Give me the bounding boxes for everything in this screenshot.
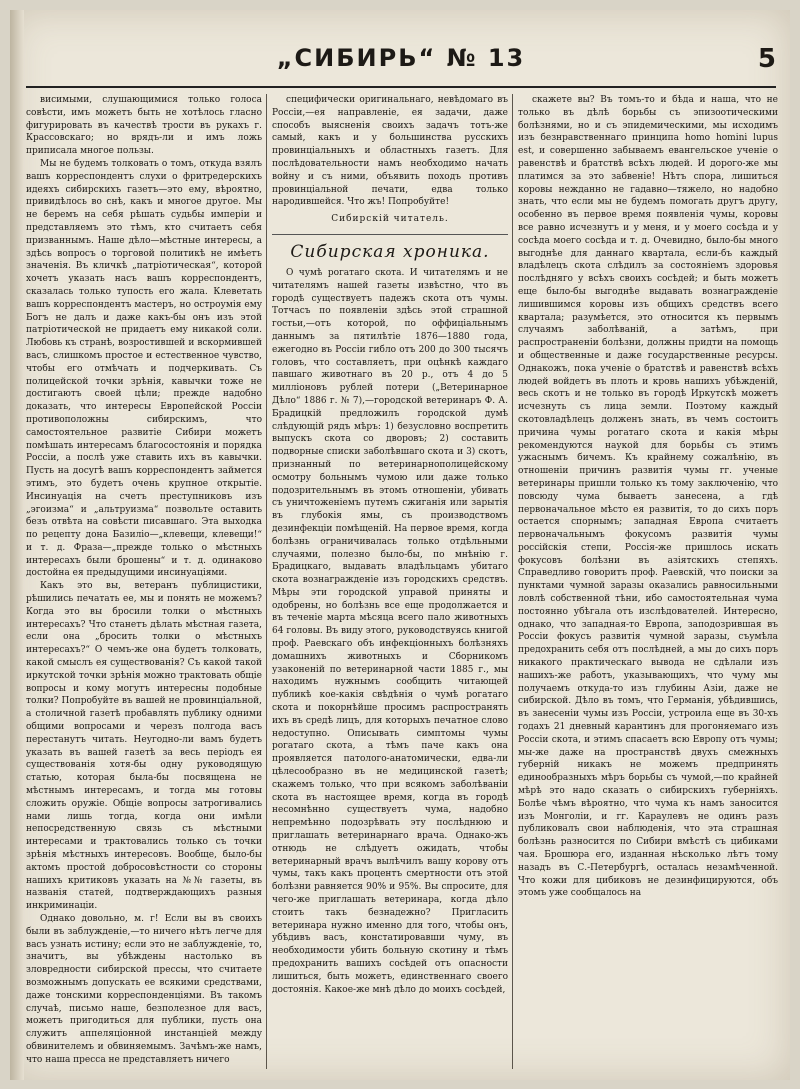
masthead-title: „СИБИРЬ“ № 13	[276, 44, 526, 72]
article-signature: Сибирскій читатель.	[331, 214, 449, 225]
paragraph: Мы не будемъ толковать о томъ, откуда взялъ вашъ корреспондентъ слухи о фритредерскихъ идеяхъ сибирскихъ газетъ—это ему, вѣроятно, привидѣлось во снѣ, какъ и многое другое. Мы не беремъ на себя рѣшать судьбы имперіи и представляемъ это тѣмъ, кто считаетъ себя призваннымъ. Наше дѣло—мѣстные интересы, а здѣсь вопросъ о торговой политикѣ не имѣетъ значенія. Въ кличкѣ „патріотическая“, которой хочетъ указать насъ вашъ корреспондентъ, сказалась только тупость его жала. Клеветать вашъ корреспондентъ мастеръ, но остроумія ему Богъ не далъ и даже какъ-бы онъ изъ этой патріотической не придаетъ ему никакой соли. Любовь къ странѣ, возростившей и вскормившей васъ, слишкомъ простое и естественное чувство, чтобы его отмѣчать и подчеркивать. Съ полицейской точки зрѣнія, кавычки тоже не достигаютъ своей цѣли; прежде надобно доказать, что интересы Европейской Россіи противоположны сибирскимъ, что самостоятельное развитіе Сибири можетъ помѣшать интересамъ благосостоянія и порядка Россіи, а послѣ уже ставить ихъ въ кавычки. Пусть на досугѣ вашъ корреспондентъ займется этимъ, это будетъ очень крупное открытіе. Инсинуація на счетъ преступниковъ изъ „эгоизма“ и „альтруизма“ позвольте оставить безъ отвѣта на совѣсти писавшаго. Эта выходка по рецепту дона Базиліо—„клевещи, клевещи!“ и т. д. Фраза—„прежде только о мѣстныхъ интересахъ были брошены“ и т. д. одинаково достойна ея предыдущими инсинуаціями.	[26, 158, 262, 579]
column-divider	[512, 94, 513, 1069]
column-2	[272, 94, 508, 1069]
paragraph: специфически оригинальнаго, невѣдомаго въ Россіи,—ея направленіе, ея задачи, даже способъ выясненія своихъ задачъ тотъ-же самый, какъ и у большинства русскихъ провинціальныхъ и областныхъ газетъ. Для послѣдовательности намъ необходимо начать войну и съ ними, объявить походъ противъ провинціальной печати, едва только народившейся. Что жъ! Попробуйте!	[272, 95, 508, 208]
page-number: 5	[757, 44, 776, 74]
page-header	[26, 40, 776, 88]
paragraph: висимыми, слушающимися только голоса совѣсти, имъ можетъ быть не хотѣлось гласно фигурировать въ качествѣ трости въ рукахъ г. Крассовскаго; но врядъ-ли и имъ ложь приписала многое пользы.	[26, 95, 262, 157]
paragraph: Какъ это вы, ветеранъ публицистики, рѣшились печатать ее, мы и понять не можемъ? Когда это вы бросили толки о мѣстныхъ интересахъ? Что станетъ дѣлать мѣстная газета, если она „бросить толки о мѣстныхъ интересахъ?“ О чемъ-же она будетъ толковать, какой смыслъ ея существованія? Съ какой такой иркутской точки зрѣнія можно трактовать общіе вопросы и кому могутъ интересны подобные толки? Попробуйте въ вашей не провинціальной, а столичной газетѣ пробавлять публику одними общими вопросами и черезъ полгода васъ перестанутъ читать. Неугодно-ли вамъ будетъ указать въ вашей газетѣ за весь періодъ ея существованія хотя-бы одну руководящую статью, которая была-бы посвящена не мѣстнымъ интересамъ, и тогда мы готовы сложить оружіе. Общіе вопросы затрогивались нами лишь тогда, когда они имѣли непосредственную связь съ мѣстными интересами и трактовались только съ точки зрѣнія мѣстныхъ интересовъ. Вообще, было-бы актомъ простой добросовѣстности со стороны нашихъ критиковъ указать на №№ газеты, въ названія статей, подтверждающихъ разныя инкриминаціи.	[26, 581, 262, 912]
column-3	[518, 94, 778, 1069]
column-1	[26, 94, 262, 1069]
paragraph: Однако довольно, м. г! Если вы въ своихъ были въ заблужденіе,—то ничего нѣтъ легче для васъ узнать истину; если это не заблужденіе, то, значитъ, вы убѣждены настолько въ зловредности сибирской прессы, что считаете возможнымъ допускать ее всякими средствами, даже тонскими корреспонденціями. Въ такомъ случаѣ, письмо наше, безполезное для васъ, можетъ пригодиться для публики, пусть она служитъ аппеляціонной инстанціей между обвинителемъ и обвиняемымъ. Зачѣмъ-же намъ, что наша пресса не представляетъ ничего	[26, 914, 262, 1065]
newspaper-page	[10, 10, 790, 1080]
section-title: Сибирская хроника.	[272, 234, 508, 263]
paragraph: О чумѣ рогатаго скота. И читателямъ и не читателямъ нашей газеты извѣстно, что въ городѣ существуетъ падежъ скота отъ чумы. Тотчасъ по появленіи здѣсь этой страшной гостьи,—отъ которой, по оффиціальнымъ даннымъ за пятилѣтіе 1876—1880 года, ежегодно въ Россіи гибло отъ 200 до 300 тысячъ головъ, что составляетъ, при оцѣнкѣ каждаго павшаго животнаго въ 20 р., отъ 4 до 5 милліоновъ рублей потери („Ветеринарное Дѣло“ 1886 г. № 7),—городской ветеринаръ Ф. А. Брадицкій предложилъ городской думѣ слѣдующій рядъ мѣръ: 1) безусловно воспретить выпускъ скота со дворовъ; 2) составить подворные списки заболѣвшаго скота и 3) скотъ, признанный по ветеринарнополицейскому осмотру больнымъ чумою или даже только подозрительнымъ въ этомъ отношеніи, убивать съ уничтоженіемъ путемъ сжиганія или зарытія въ глубокія ямы, съ производствомъ дезинфекціи помѣщеній. На первое время, когда болѣзнь ограничивалась только отдѣльными случаями, полезно было-бы, по мнѣнію г. Брадицкаго, выдавать владѣльцамъ убитаго скота вознагражденіе изъ городскихъ средствъ. Мѣры эти городской управой приняты и одобрены, но болѣзнь все еще продолжается и въ теченіе марта мѣсяца всего пало животныхъ 64 головы. Въ виду этого, руководствуясь книгой проф. Раевскаго объ инфекціонныхъ болѣзняхъ домашнихъ животныхъ и Сборникомъ узаконеній по ветеринарной части 1885 г., мы находимъ нужнымъ сообщить читающей публикѣ кое-какія свѣдѣнія о чумѣ рогатаго скота и покорнѣйше просимъ распространять ихъ въ средѣ лицъ, для которыхъ печатное слово недоступно. Описывать симптомы чумы рогатаго скота, а тѣмъ паче какъ она проявляется патолого-анатомически, едва-ли цѣлесообразно въ не медицинской газетѣ; скажемъ только, что при всякомъ заболѣваніи скота въ настоящее время, когда въ городѣ несомнѣнно существуетъ чума, надобно непремѣнно подозрѣвать эту послѣднюю и приглашать ветеринарнаго врача. Однако-жъ отнюдь не слѣдуетъ ожидать, чтобы ветеринарный врачъ вылѣчилъ вашу корову отъ чумы, такъ какъ процентъ смертности отъ этой болѣзни равняется 90% и 95%. Вы спросите, для чего-же приглашать ветеринара, когда дѣло стоитъ такъ безнадежно? Пригласить ветеринара нужно именно для того, чтобы онъ, убѣдивъ васъ, констатировавши чуму, въ необходимости убить больную скотину и тѣмъ предохранить вашихъ сосѣдей отъ опасности лишиться, быть можетъ, единственнаго своего достоянія. Какое-же мнѣ дѣло до моихъ сосѣдей,	[272, 267, 508, 995]
column-divider	[266, 94, 267, 1069]
binding-edge	[10, 10, 24, 1080]
paragraph: скажете вы? Въ томъ-то и бѣда и наша, что не только въ дѣлѣ борьбы съ эпизоотическими болѣзнями, но и съ эпидемическими, мы исходимъ изъ безнравственнаго принципа homo homini lupus est, и совершенно забываемъ евангельское ученіе о равенствѣ и братствѣ всѣхъ людей. И дорого-же мы платимся за это забвеніе! Нѣтъ спора, лишиться коровы нежданно не гадавно—тяжело, но надобно знать, что если мы не будемъ помогать другъ другу, особенно въ первое время появленія чумы, коровы все равно исчезнутъ и у меня, и у моего сосѣда и у сосѣда моего сосѣда и т. д. Очевидно, было-бы много выгоднѣе для даннаго квартала, если-бъ каждый владѣлецъ скота слѣдилъ за состояніемъ здоровья послѣдняго у всѣхъ своихъ сосѣдей; и быть можетъ еще было-бы выгоднѣе выдавать вознагражденіе лишившимся коровы изъ общихъ средствъ всего квартала; разумѣется, это относится къ первымъ случаямъ заболѣваній, а затѣмъ, при распространеніи болѣзни, должны придти на помощь и общественные и даже государственные ресурсы. Однакожъ, пока ученіе о братствѣ и равенствѣ всѣхъ людей войдетъ въ плоть и кровь нашихъ убѣжденій, весь скотъ и не только въ городѣ Иркутскѣ можетъ исчезнуть съ лица земли. Поэтому каждый скотовладѣлецъ долженъ знать, въ чемъ состоитъ причина чумы рогатаго скота и какія мѣры рекомендуются наукой для борьбы съ этимъ ужаснымъ бичемъ. Къ крайнему сожалѣнію, въ отношеніи причинъ развитія чумы гг. ученые ветеринары пришли только къ тому заключенію, что повсюду чума бываетъ занесена, а гдѣ первоначальное мѣсто ея развитія, то до сихъ поръ остается спорнымъ; западная Европа считаетъ первоначальнымъ фокусомъ развитія чумы россійскія степи, Россія-же пришлось искать фокусовъ болѣзни въ азіятскихъ степяхъ. Справедливо говоритъ проф. Раевскій, что поиски за пунктами чумной заразы оказались равносильными ловлѣ собственной тѣни, ибо самостоятельная чума постоянно убѣгала отъ изслѣдователей. Интересно, однако, что западная-то Европа, заподозрившая въ Россіи фокусъ развитія чумной заразы, съумѣла предохранить себя отъ послѣдней, а мы до сихъ поръ никакого практическаго вывода не сдѣлали изъ нашихъ-же работъ, указывающихъ, что чуму мы получаемъ откуда-то изъ глубины Азіи, даже не сибирской. Дѣло въ томъ, что Германія, убѣдившись, въ занесеніи чумы изъ Россіи, устроила еще въ 30-хъ годахъ 21 дневный карантинъ для прогоняемаго изъ Россіи скота, и этимъ спасаетъ всю Европу отъ чумы; мы-же даже на пространствѣ двухъ смежныхъ губерній никакъ не можемъ предпринять единообразныхъ мѣръ борьбы съ чумой,—по крайней мѣрѣ это надо сказать о сибирскихъ губерніяхъ. Болѣе чѣмъ вѣроятно, что чума къ намъ заносится изъ Монголіи, и гг. Караулевъ не одинъ разъ публиковалъ свои наблюденія, что эта страшная болѣзнь разносится по Сибири вмѣстѣ съ цибиками чая. Брошюра его, изданная нѣсколько лѣтъ тому назадъ въ С.-Петербургѣ, осталась незамѣченной. Что кожи для цибиковъ не дезинфицируются, объ этомъ уже сообщалось на	[518, 95, 778, 899]
